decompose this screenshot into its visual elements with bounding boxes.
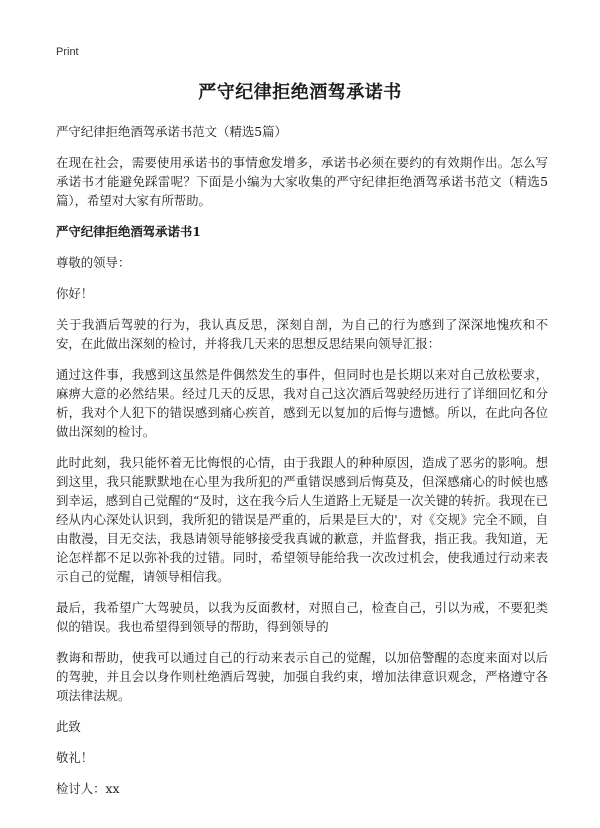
body-paragraph: 教诲和帮助，使我可以通过自己的行动来表示自己的觉醒，以加倍警醒的态度来面对以后的驾驶，并且会以身作则杜绝酒后驾驶，加强自我约束，增加法律意识观念，严格遵守各项法律法规。 — [56, 650, 548, 703]
section-heading: 严守纪律拒绝酒驾承诺书1 — [56, 224, 201, 239]
closing-line: 此致 — [56, 719, 81, 734]
document-title: 严守纪律拒绝酒驾承诺书 — [198, 82, 402, 103]
document-body — [56, 122, 548, 798]
document-subtitle: 严守纪律拒绝酒驾承诺书范文（精选5篇） — [56, 124, 287, 139]
print-label: Print — [56, 46, 79, 58]
body-paragraph: 最后，我希望广大驾驶员，以我为反面教材，对照自己，检查自己，引以为戒，不要犯类似的错误。我也希望得到领导的帮助，得到领导的 — [56, 600, 548, 634]
body-paragraph: 通过这件事，我感到这虽然是件偶然发生的事件，但同时也是长期以来对自己放松要求，麻痹大意的必然结果。经过几天的反思，我对自己这次酒后驾驶经历进行了详细回忆和分析，我对个人犯下的错误感到痛心疾首，感到无以复加的后悔与遗憾。所以，在此向各位做出深刻的检讨。 — [56, 367, 548, 439]
salutation: 尊敬的领导： — [56, 255, 131, 270]
intro-paragraph: 在现在社会，需要使用承诺书的事情愈发增多，承诺书必须在要约的有效期作出。怎么写承诺书才能避免踩雷呢？下面是小编为大家收集的严守纪律拒绝酒驾承诺书范文（精选5篇），希望对大家有所帮助。 — [56, 155, 548, 208]
body-paragraph: 此时此刻，我只能怀着无比悔恨的心情，由于我跟人的种种原因，造成了恶劣的影响。想到这里，我只能默默地在心里为我所犯的严重错误感到后悔莫及，但深感痛心的时候也感到幸运，感到自己觉醒的“及时，这在我今后人生道路上无疑是一次关键的转折。我现在已经从内心深处认识到，我所犯的错误是严重的，后果是巨大的'，对《交规》完全不顾，自由散漫，目无交法，我恳请领导能够接受我真诚的歉意，并监督我，指正我。我知道，无论怎样都不足以弥补我的过错。同时，希望领导能给我一次改过机会，使我通过行动来表示自己的觉醒，请领导相信我。 — [56, 455, 548, 584]
body-paragraph: 关于我酒后驾驶的行为，我认真反思，深刻自剖，为自己的行为感到了深深地愧疚和不安，在此做出深刻的检讨，并将我几天来的思想反思结果向领导汇报： — [56, 317, 548, 351]
greeting: 你好！ — [56, 286, 94, 301]
closing-salute: 敬礼！ — [56, 750, 94, 765]
signature: 检讨人：xx — [56, 781, 120, 796]
